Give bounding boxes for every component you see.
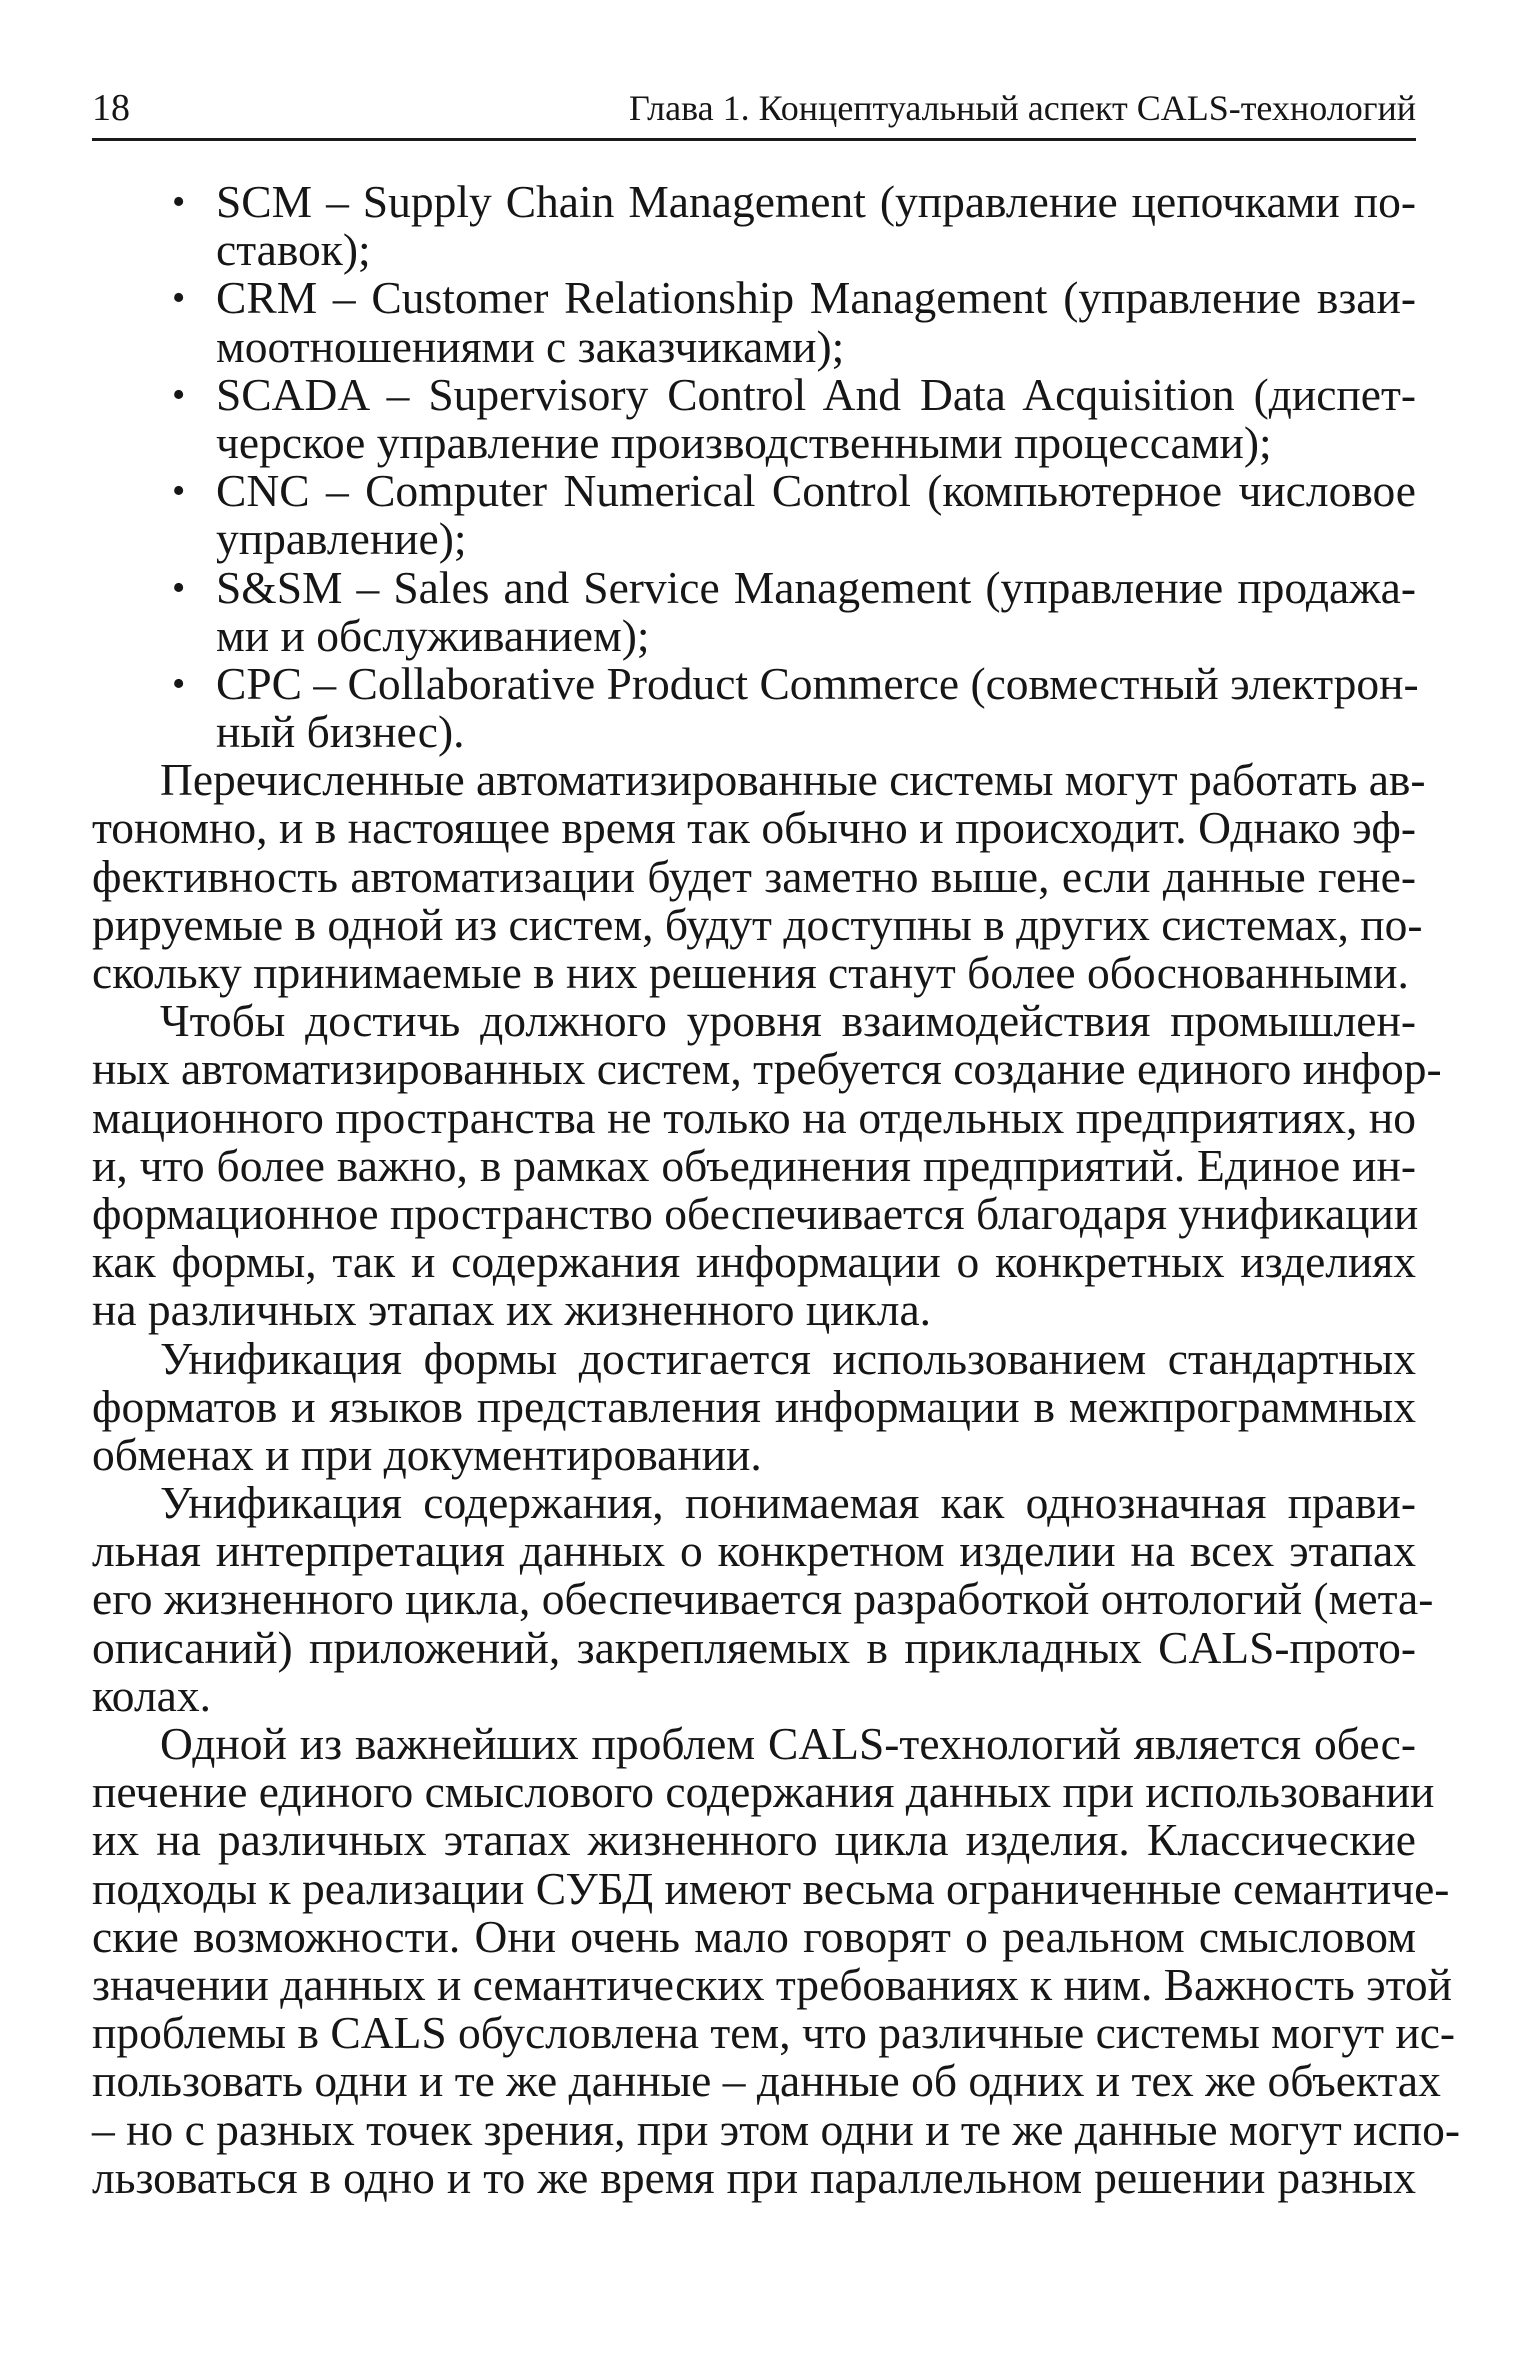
paragraph xyxy=(92,1718,1460,2203)
paragraph-line: его жизненного цикла, обеспечивается разработкой онтологий (мета- xyxy=(92,1573,1434,1625)
list-item-line: ми и обслуживанием); xyxy=(216,609,650,661)
list-item xyxy=(172,178,1416,274)
paragraph-line: фективность автоматизации будет заметно выше, если данные гене- xyxy=(92,850,1416,902)
paragraph-line: Перечисленные автоматизированные системы могут работать ав- xyxy=(160,754,1426,806)
paragraph-line: тономно, и в настоящее время так обычно и происходит. Однако эф- xyxy=(92,802,1416,854)
bullet-icon: • xyxy=(172,373,186,416)
paragraph-line: ские возможности. Они очень мало говорят о реальном смысловом xyxy=(92,1910,1416,1962)
list-item-line: ставок); xyxy=(216,224,371,276)
list-item-line: • SCADA – Supervisory Control And Data Acquisition (диспет- xyxy=(172,368,1416,420)
paragraph xyxy=(92,754,1426,998)
paragraph-line: форматов и языков представления информации в межпрограммных xyxy=(92,1380,1416,1432)
page-number: 18 xyxy=(92,87,130,129)
paragraph xyxy=(92,1477,1434,1721)
paragraph-line: подходы к реализации СУБД имеют весьма ограниченные семантиче- xyxy=(92,1862,1450,1914)
paragraph-line: как формы, так и содержания информации о конкретных изделиях xyxy=(92,1236,1416,1288)
paragraph-line: – но с разных точек зрения, при этом одни и те же данные могут испо- xyxy=(92,2103,1460,2155)
paragraph-line: колах. xyxy=(92,1669,211,1721)
paragraph-line: описаний) приложений, закрепляемых в прикладных CALS-прото- xyxy=(92,1621,1416,1673)
paragraph-line: мационного пространства не только на отдельных предприятиях, но xyxy=(92,1091,1416,1143)
bullet-icon: • xyxy=(172,277,186,320)
paragraph-line: ных автоматизированных систем, требуется создание единого инфор- xyxy=(92,1043,1442,1095)
list-item-line: • CNC – Computer Numerical Control (компьютерное числовое xyxy=(172,465,1416,517)
list-item-line: • CPC – Collaborative Product Commerce (совместный электрон- xyxy=(172,657,1419,709)
list-item xyxy=(172,467,1416,563)
page-header xyxy=(92,84,1416,141)
paragraph-line: Унификация содержания, понимаемая как однозначная прави- xyxy=(160,1477,1416,1529)
paragraph-line: их на различных этапах жизненного цикла изделия. Классические xyxy=(92,1814,1416,1866)
list-item xyxy=(172,368,1416,468)
list-item xyxy=(172,657,1419,758)
paragraph-line: формационное пространство обеспечивается благодаря унификации xyxy=(92,1187,1419,1239)
paragraph-line: проблемы в CALS обусловлена тем, что различные системы могут ис- xyxy=(92,2007,1456,2059)
paragraph-line: рируемые в одной из систем, будут доступны в других системах, по- xyxy=(92,898,1423,950)
list-item-line: управление); xyxy=(216,513,467,565)
list-item xyxy=(172,274,1416,370)
list-item-line: ный бизнес). xyxy=(216,706,465,758)
paragraph-line: значении данных и семантических требованиях к ним. Важность этой xyxy=(92,1958,1453,2010)
paragraph-line: льная интерпретация данных о конкретном изделии на всех этапах xyxy=(92,1525,1416,1577)
bullet-list xyxy=(172,176,1419,758)
paragraph-line: льзоваться в одно и то же время при параллельном решении разных xyxy=(92,2151,1416,2203)
paragraph-line: и, что более важно, в рамках объединения предприятий. Единое ин- xyxy=(92,1139,1416,1191)
paragraph-line: Чтобы достичь должного уровня взаимодействия промышлен- xyxy=(160,995,1416,1047)
paragraph xyxy=(92,1332,1416,1480)
list-item-line: • S&SM – Sales and Service Management (управление продажа- xyxy=(172,561,1416,613)
bullet-icon: • xyxy=(172,566,186,609)
bullet-icon: • xyxy=(172,470,186,513)
paragraph-line: Унификация формы достигается использованием стандартных xyxy=(160,1332,1416,1384)
paragraph-line: на различных этапах их жизненного цикла. xyxy=(92,1284,932,1336)
paragraph-line: обменах и при документировании. xyxy=(92,1428,762,1480)
list-item-line: • SCM – Supply Chain Management (управление цепочками по- xyxy=(172,176,1416,227)
list-item xyxy=(172,561,1416,661)
body-text xyxy=(92,176,1460,2203)
bullet-icon: • xyxy=(172,181,186,223)
paragraph-line: печение единого смыслового содержания данных при использовании xyxy=(92,1766,1435,1818)
paragraph xyxy=(92,995,1442,1336)
bullet-icon: • xyxy=(172,662,186,705)
paragraph-line: пользовать одни и те же данные – данные об одних и тех же объектах xyxy=(92,2055,1441,2107)
list-item-line: • CRM – Customer Relationship Management (управление взаи- xyxy=(172,272,1416,324)
paragraph-line: Одной из важнейших проблем CALS-технологий является обес- xyxy=(160,1718,1416,1769)
list-item-line: моотношениями с заказчиками); xyxy=(216,320,845,372)
running-title: Глава 1. Концептуальный аспект CALS-технологий xyxy=(629,88,1416,128)
list-item-line: черское управление производственными процессами); xyxy=(216,416,1272,468)
paragraph-line: скольку принимаемые в них решения станут более обоснованными. xyxy=(92,947,1409,998)
